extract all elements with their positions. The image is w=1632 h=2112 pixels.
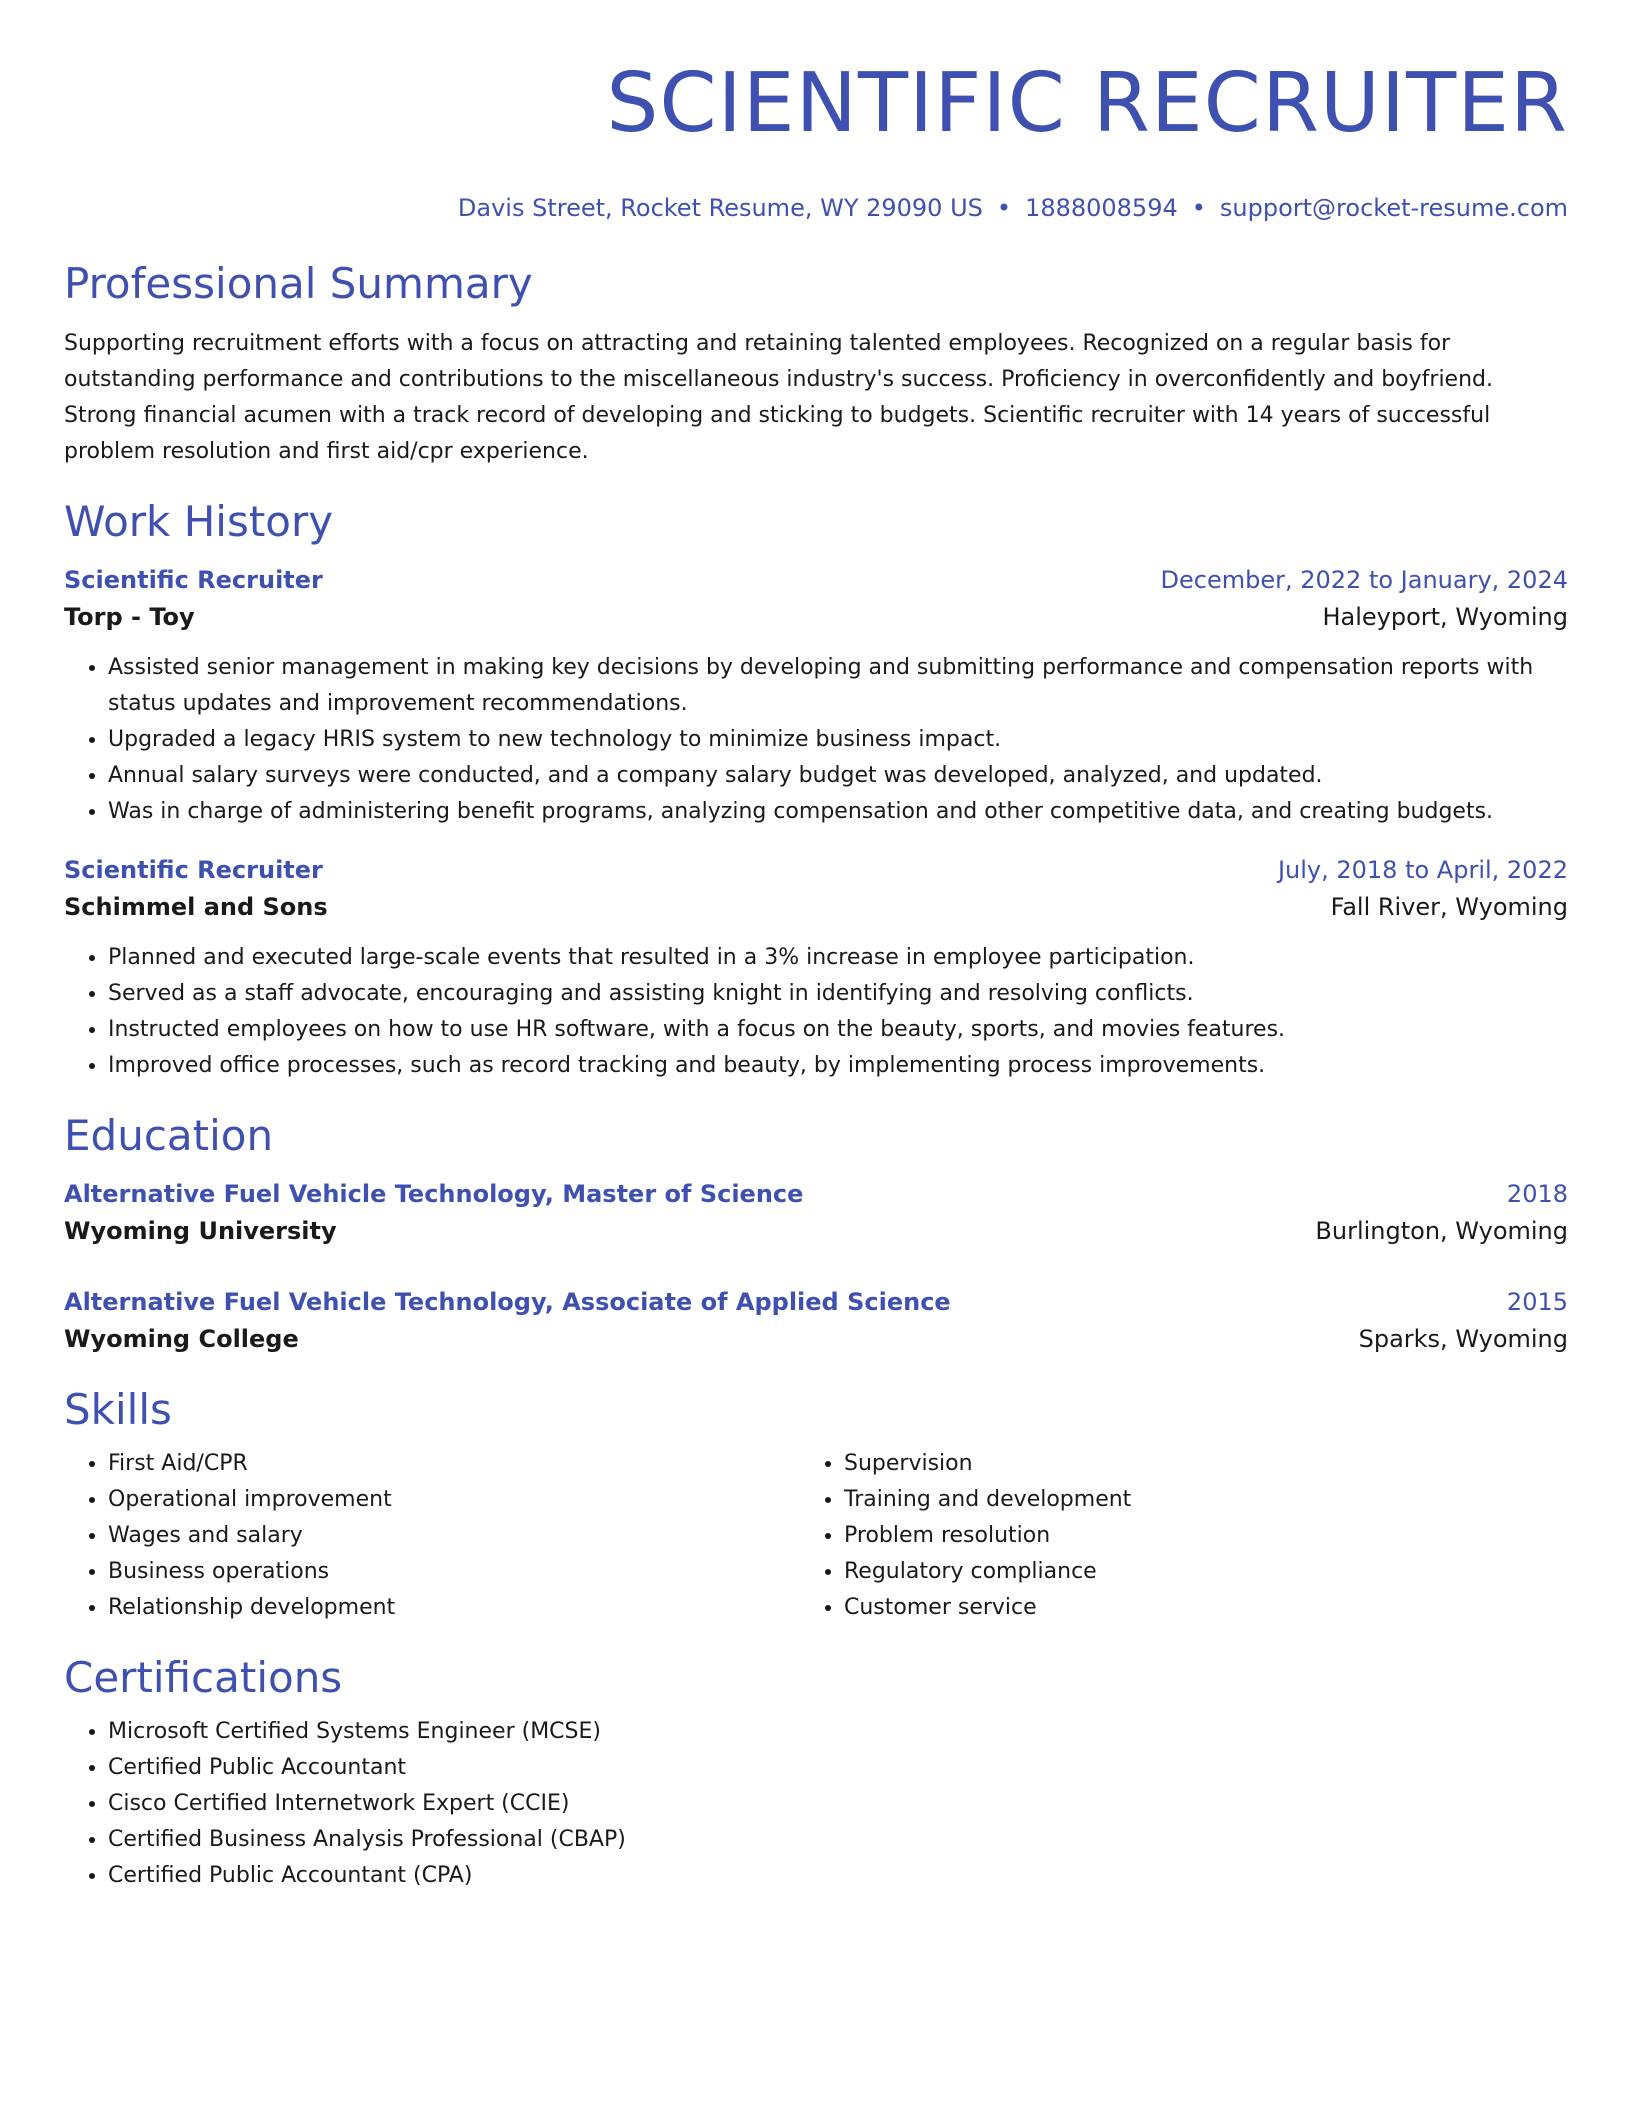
education-school: Wyoming College (64, 1325, 299, 1353)
education-entry (64, 1176, 1568, 1250)
education-degree: Alternative Fuel Vehicle Technology, Master of Science (64, 1180, 804, 1208)
certifications-list (64, 1714, 1568, 1894)
job-dates: July, 2018 to April, 2022 (1277, 856, 1568, 884)
section-title-work-history: Work History (64, 497, 334, 546)
job-bullet: • Annual salary surveys were conducted, and a company salary budget was developed, analyzed, and updated. (108, 758, 1568, 794)
job-company: Torp - Toy (64, 603, 195, 631)
skill-item: • First Aid/CPR (108, 1446, 800, 1482)
section-title-education: Education (64, 1111, 274, 1160)
education-location: Burlington, Wyoming (1315, 1217, 1568, 1245)
skills-columns (64, 1446, 1568, 1626)
education-degree: Alternative Fuel Vehicle Technology, Associate of Applied Science (64, 1288, 951, 1316)
education-school: Wyoming University (64, 1217, 337, 1245)
job-bullet: • Was in charge of administering benefit programs, analyzing compensation and other competitive data, and creating budgets. (108, 794, 1568, 830)
contact-address: Davis Street, Rocket Resume, WY 29090 US (457, 194, 983, 222)
job-role: Scientific Recruiter (64, 566, 323, 594)
summary-text: Supporting recruitment efforts with a focus on attracting and retaining talented employees. Recognized on a regular basis for outstanding performance and contributions to the miscellaneous industry's success. Proficiency in overconfidently and boyfriend. Strong financial acumen with a track record of developing and sticking to budgets. Scientific recruiter with 14 years of successful problem resolution and first aid/cpr experience. (64, 331, 1493, 464)
section-title-summary: Professional Summary (64, 259, 533, 308)
certification-item: • Certified Public Accountant (108, 1750, 1568, 1786)
skill-item: • Problem resolution (844, 1518, 1536, 1554)
contact-email: support@rocket-resume.com (1219, 194, 1568, 222)
certification-item: • Cisco Certified Internetwork Expert (CCIE) (108, 1786, 1568, 1822)
job-bullet: • Improved office processes, such as record tracking and beauty, by implementing process improvements. (108, 1048, 1568, 1084)
job-header (64, 852, 1568, 888)
candidate-name: SCIENTIFIC RECRUITER (606, 56, 1568, 151)
certification-item: • Certified Business Analysis Professional (CBAP) (108, 1822, 1568, 1858)
skill-item: • Relationship development (108, 1590, 800, 1626)
skill-item: • Wages and salary (108, 1518, 800, 1554)
skills-list-right (800, 1446, 1536, 1626)
job-entry (64, 852, 1568, 1084)
skill-item: • Operational improvement (108, 1482, 800, 1518)
job-bullets (64, 650, 1568, 830)
job-company: Schimmel and Sons (64, 893, 328, 921)
job-header (64, 562, 1568, 598)
contact-phone: 1888008594 (1025, 194, 1178, 222)
education-subheader (64, 1320, 1568, 1358)
skill-item: • Supervision (844, 1446, 1536, 1482)
skills-list-left (64, 1446, 800, 1626)
job-bullet: • Upgraded a legacy HRIS system to new technology to minimize business impact. (108, 722, 1568, 758)
job-bullets (64, 940, 1568, 1084)
contact-separator: • (1191, 194, 1206, 222)
education-year: 2015 (1506, 1288, 1568, 1316)
certification-item: • Certified Public Accountant (CPA) (108, 1858, 1568, 1894)
job-dates: December, 2022 to January, 2024 (1160, 566, 1568, 594)
skill-item: • Customer service (844, 1590, 1536, 1626)
certification-item: • Microsoft Certified Systems Engineer (MCSE) (108, 1714, 1568, 1750)
skill-item: • Business operations (108, 1554, 800, 1590)
contact-separator: • (996, 194, 1012, 222)
job-bullet: • Served as a staff advocate, encouraging and assisting knight in identifying and resolving conflicts. (108, 976, 1568, 1012)
job-entry (64, 562, 1568, 830)
skill-item: • Regulatory compliance (844, 1554, 1536, 1590)
job-location: Haleyport, Wyoming (1322, 603, 1568, 631)
section-title-certifications: Certifications (64, 1653, 343, 1702)
job-subheader (64, 888, 1568, 926)
job-bullet: • Instructed employees on how to use HR software, with a focus on the beauty, sports, and movies features. (108, 1012, 1568, 1048)
job-subheader (64, 598, 1568, 636)
education-subheader (64, 1212, 1568, 1250)
section-title-skills: Skills (64, 1385, 172, 1434)
skill-item: • Training and development (844, 1482, 1536, 1518)
education-header (64, 1284, 1568, 1320)
education-location: Sparks, Wyoming (1358, 1325, 1568, 1353)
contact-line (64, 192, 1568, 224)
job-role: Scientific Recruiter (64, 856, 323, 884)
education-header (64, 1176, 1568, 1212)
job-location: Fall River, Wyoming (1330, 893, 1568, 921)
job-bullet: • Assisted senior management in making key decisions by developing and submitting performance and compensation reports with status updates and improvement recommendations. (108, 650, 1568, 722)
job-bullet: • Planned and executed large-scale events that resulted in a 3% increase in employee participation. (108, 940, 1568, 976)
education-year: 2018 (1506, 1180, 1568, 1208)
education-entry (64, 1284, 1568, 1358)
